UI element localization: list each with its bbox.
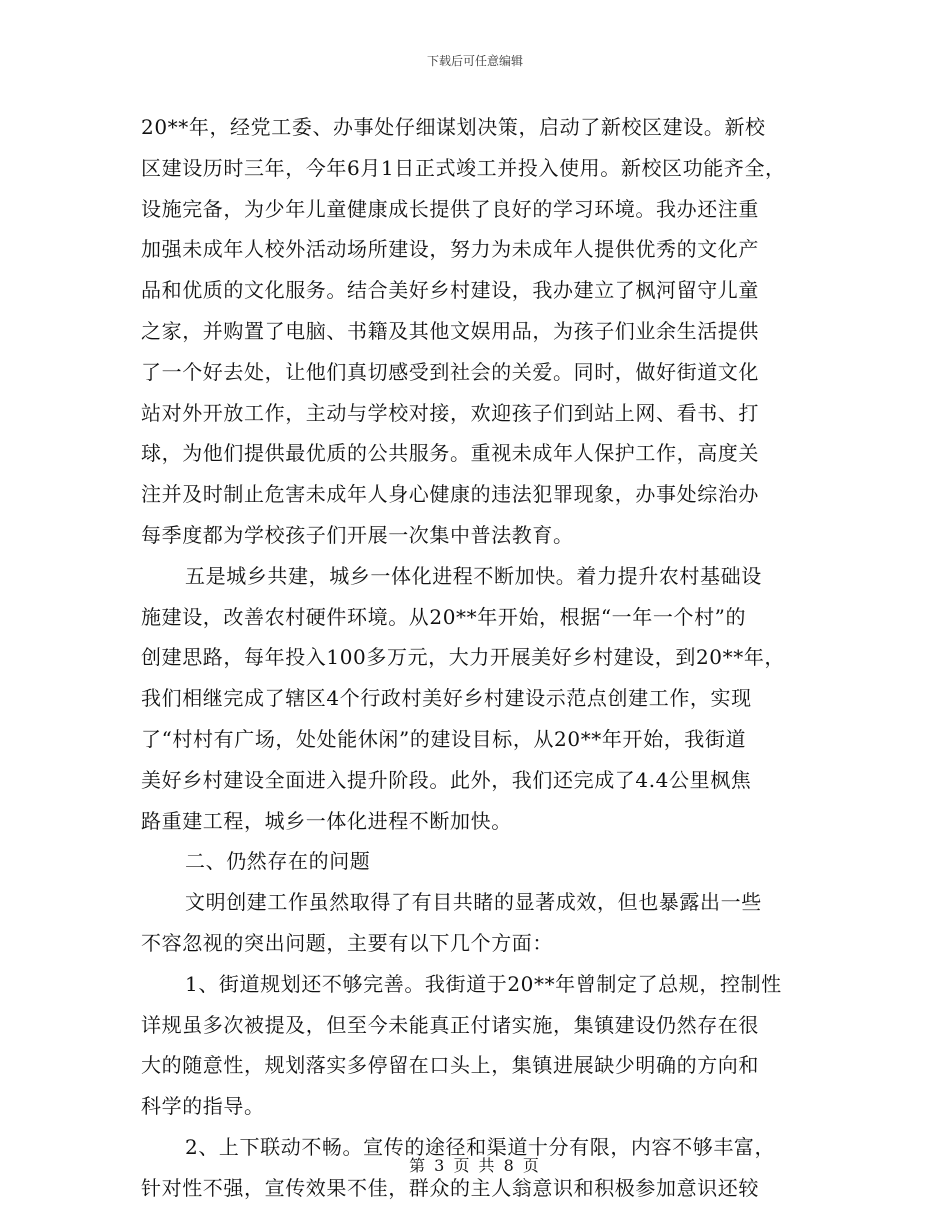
body-line: 之家，并购置了电脑、书籍及其他文娱用品，为孩子们业余生活提供: [141, 318, 759, 343]
body-line: 科学的指导。: [141, 1094, 265, 1119]
body-line: 不容忽视的突出问题，主要有以下几个方面：: [141, 930, 553, 955]
body-line: 区建设历时三年，今年6月1日正式竣工并投入使用。新校区功能齐全，: [141, 155, 786, 180]
paragraph-start-line: 五是城乡共建，城乡一体化进程不断加快。着力提升农村基础设: [185, 563, 762, 588]
body-line: 加强未成年人校外活动场所建设，努力为未成年人提供优秀的文化产: [141, 237, 759, 262]
section-heading: 二、仍然存在的问题: [185, 849, 371, 874]
body-line: 了“村村有广场，处处能休闲”的建设目标，从20**年开始，我街道: [141, 726, 747, 751]
body-line: 我们相继完成了辖区4个行政村美好乡村建设示范点创建工作，实现: [141, 686, 752, 711]
body-line: 施建设，改善农村硬件环境。从20**年开始，根据“一年一个村”的: [141, 604, 747, 629]
body-line: 球，为他们提供最优质的公共服务。重视未成年人保护工作，高度关: [141, 441, 759, 466]
body-line: 大的随意性，规划落实多停留在口头上，集镇进展缺少明确的方向和: [141, 1053, 759, 1078]
body-line: 设施完备，为少年儿童健康成长提供了良好的学习环境。我办还注重: [141, 196, 759, 221]
paragraph-start-line: 文明创建工作虽然取得了有目共睹的显著成效，但也暴露出一些: [185, 890, 762, 915]
body-line: 每季度都为学校孩子们开展一次集中普法教育。: [141, 522, 574, 547]
body-line: 路重建工程，城乡一体化进程不断加快。: [141, 808, 512, 833]
document-body: [141, 107, 821, 1209]
body-line: 站对外开放工作，主动与学校对接，欢迎孩子们到站上网、看书、打: [141, 400, 759, 425]
page-header: 下载后可任意编辑: [426, 54, 523, 68]
body-line: 创建思路，每年投入100多万元，大力开展美好乡村建设，到20**年，: [141, 645, 786, 670]
body-line: 美好乡村建设全面进入提升阶段。此外，我们还完成了4.4公里枫焦: [141, 767, 752, 792]
body-line: 了一个好去处，让他们真切感受到社会的关爱。同时，做好街道文化: [141, 359, 759, 384]
body-line: 注并及时制止危害未成年人身心健康的违法犯罪现象，办事处综治办: [141, 482, 759, 507]
body-line: 详规虽多次被提及，但至今未能真正付诸实施，集镇建设仍然存在很: [141, 1012, 759, 1037]
body-line: 品和优质的文化服务。结合美好乡村建设，我办建立了枫河留守儿童: [141, 278, 759, 303]
paragraph-start-line: 2、上下联动不畅。宣传的途径和渠道十分有限，内容不够丰富，: [185, 1134, 776, 1159]
body-line: 20**年，经党工委、办事处仔细谋划决策，启动了新校区建设。新校: [141, 115, 766, 139]
paragraph-start-line: 1、街道规划还不够完善。我街道于20**年曾制定了总规，控制性: [185, 971, 782, 996]
body-line: 针对性不强，宣传效果不佳，群众的主人翁意识和积极参加意识还较: [141, 1175, 759, 1200]
page-number-footer: 第 3 页 共 8 页: [409, 1156, 541, 1175]
